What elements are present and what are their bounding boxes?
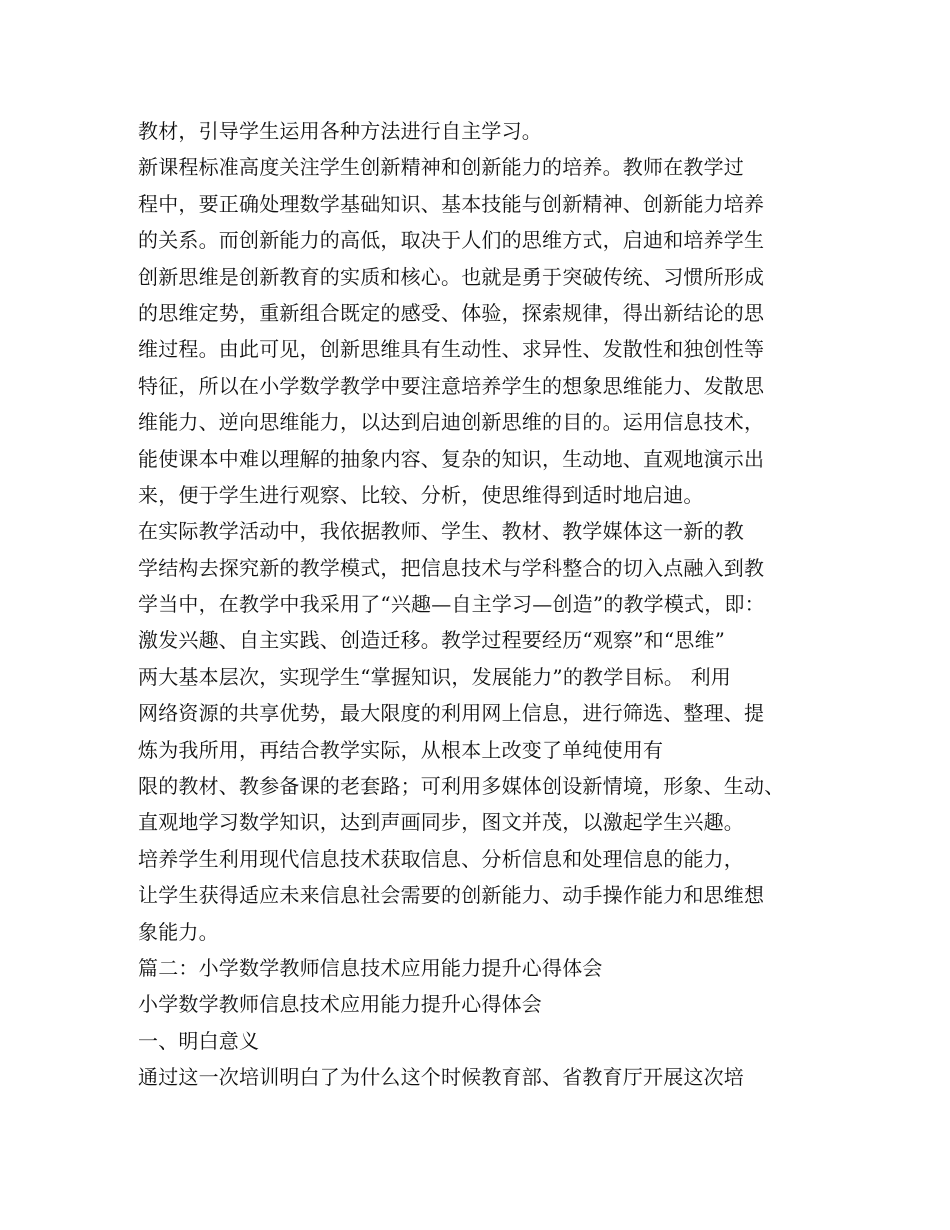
text-line: 学结构去探究新的教学模式，把信息技术与学科整合的切入点融入到教 — [138, 555, 765, 580]
text-line: 学当中，在教学中我采用了“兴趣—自主学习—创造”的教学模式，即： — [138, 592, 765, 617]
text-line: 的关系。而创新能力的高低，取决于人们的思维方式，启迪和培养学生 — [138, 228, 765, 253]
text-line: 象能力。 — [138, 919, 219, 944]
section-heading: 篇二：小学数学教师信息技术应用能力提升心得体会 — [138, 955, 603, 980]
text-line: 能使课本中难以理解的抽象内容、复杂的知识，生动地、直观地演示出 — [138, 446, 765, 471]
text-line: 两大基本层次，实现学生“掌握知识，发展能力”的教学目标。 利用 — [138, 664, 732, 689]
text-line: 直观地学习数学知识，达到声画同步，图文并茂，以激起学生兴趣。 — [138, 810, 744, 835]
text-line: 程中，要正确处理数学基础知识、基本技能与创新精神、创新能力培养 — [138, 191, 765, 216]
text-line: 在实际教学活动中，我依据教师、学生、教材、教学媒体这一新的教 — [138, 519, 744, 544]
text-line: 来，便于学生进行观察、比较、分析，使思维得到适时地启迪。 — [138, 482, 704, 507]
subsection-heading: 一、明白意义 — [138, 1028, 260, 1053]
text-line: 特征，所以在小学数学教学中要注意培养学生的想象思维能力、发散思 — [138, 373, 765, 398]
text-line: 网络资源的共享优势，最大限度的利用网上信息，进行筛选、整理、提 — [138, 701, 765, 726]
text-line: 的思维定势，重新组合既定的感受、体验，探索规律，得出新结论的思 — [138, 300, 765, 325]
text-line: 通过这一次培训明白了为什么这个时候教育部、省教育厅开展这次培 — [138, 1065, 744, 1090]
text-line: 教材，引导学生运用各种方法进行自主学习。 — [138, 119, 542, 143]
text-line: 培养学生利用现代信息技术获取信息、分析信息和处理信息的能力， — [138, 846, 744, 871]
text-line: 维能力、逆向思维能力，以达到启迪创新思维的目的。运用信息技术， — [138, 410, 765, 435]
text-line: 创新思维是创新教育的实质和核心。也就是勇于突破传统、习惯所形成 — [138, 264, 765, 289]
text-line: 激发兴趣、自主实践、创造迁移。教学过程要经历“观察”和“思维” — [138, 628, 726, 653]
text-line: 新课程标准高度关注学生创新精神和创新能力的培养。教师在教学过 — [138, 155, 744, 180]
text-line: 让学生获得适应未来信息社会需要的创新能力、动手操作能力和思维想 — [138, 883, 765, 908]
document-body — [138, 113, 838, 1096]
section-title: 小学数学教师信息技术应用能力提升心得体会 — [138, 992, 542, 1017]
text-line: 炼为我所用，再结合教学实际，从根本上改变了单纯使用有 — [138, 737, 664, 762]
text-line: 维过程。由此可见，创新思维具有生动性、求异性、发散性和独创性等 — [138, 337, 765, 362]
text-line: 限的教材、教参备课的老套路；可利用多媒体创设新情境，形象、生动、 — [138, 774, 785, 799]
